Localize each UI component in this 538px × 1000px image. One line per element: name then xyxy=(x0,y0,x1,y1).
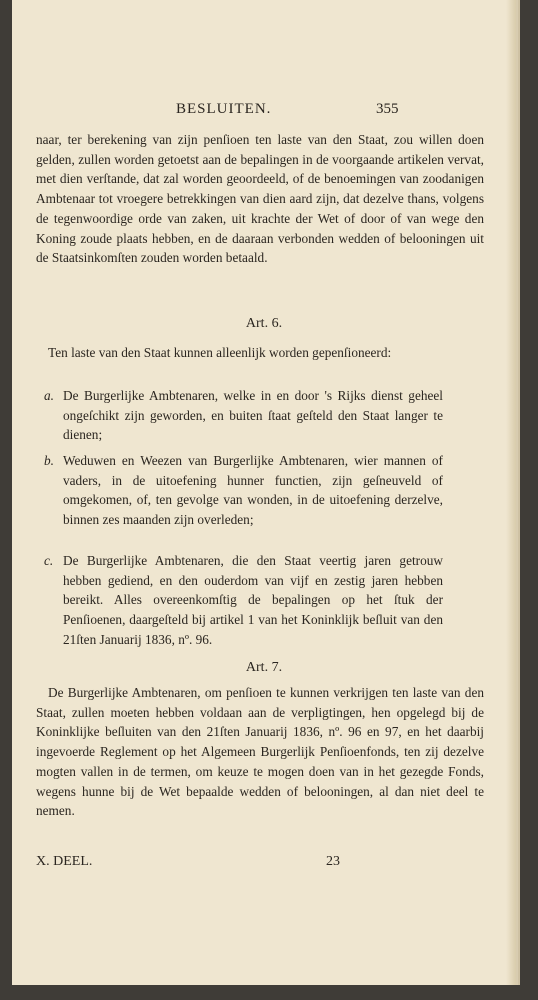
book-page xyxy=(12,0,516,985)
item-text: Weduwen en Weezen van Burgerlijke Ambtenaren, wier mannen of vaders, in de uitoefening hunner functien, zijn geſneuveld of omgekomen, of, ten gevolge van wonden, in de uitoefening derzelve, binnen zes maanden zijn overleden; xyxy=(63,453,443,528)
item-marker: c. xyxy=(44,553,54,568)
item-text: De Burgerlijke Ambtenaren, die den Staat veertig jaren getrouw hebben gediend, en den ouderdom van vijf en zestig jaren hebben bereikt. Alles overeenkomſtig de bepalingen op het ſtuk der Penſioenen, daargeſteld bij artikel 1 van het Koninklijk beſluit van den 21ſten Januarij 1836, nº. 96. xyxy=(63,553,443,647)
running-header xyxy=(12,101,516,121)
item-marker: a. xyxy=(44,388,54,403)
item-marker: b. xyxy=(44,453,54,468)
article-6-intro-text: Ten laste van den Staat kunnen alleenlijk worden gepenſioneerd: xyxy=(48,345,392,360)
page-gutter xyxy=(506,0,516,985)
intro-paragraph-text: naar, ter berekening van zijn penſioen ten laste van den Staat, zou willen doen gelden, zullen worden getoetst aan de bepalingen in de voorgaande artikelen vervat, met dien verſtande, dat zal worden geoordeeld, of de benoemingen van zoodanigen Ambtenaar tot vroegere betrekkingen van dien aard zijn, dat dezelve thans, volgens de tegenwoordige orde van zaken, uit krachte der Wet of door of van wege den Koning zoude plaats hebben, en de daaraan verbonden wedden of belooningen uit de Staatsinkomſten zouden worden betaald. xyxy=(36,132,484,266)
article-7-paragraph-text: De Burgerlijke Ambtenaren, om penſioen te kunnen verkrijgen ten laste van den Staat, zullen moeten hebben voldaan aan de verpligtingen, hen opgelegd bij de Koninklijke beſluiten van den 21ſten Januarij 1836, nº. 96 en 97, en het daarbij ingevoerde Reglement op het Algemeen Burgerlijk Penſioenfonds, ten zij dezelve mogten vallen in de termen, om keuze te mogen doen van in het gezegde Fonds, wegens hunne bij de Wet bepaalde wedden of belooningen, al dan niet deel te nemen. xyxy=(36,685,484,819)
article-6-heading: Art. 6. xyxy=(245,316,283,331)
intro-paragraph xyxy=(36,130,484,268)
item-text: De Burgerlijke Ambtenaren, welke in en door 's Rijks dienst geheel ongeſchikt zijn geworden, en buiten ſtaat geſteld den Staat langer te dienen; xyxy=(63,388,443,443)
article-6-intro xyxy=(36,343,484,363)
gathering-signature: 23 xyxy=(326,854,340,869)
article-7-heading: Art. 7. xyxy=(245,660,283,675)
page-footer xyxy=(36,854,484,874)
running-title: BESLUITEN. xyxy=(176,101,272,117)
volume-signature: X. DEEL. xyxy=(36,854,93,869)
article-7-paragraph xyxy=(36,683,484,821)
page-number: 355 xyxy=(376,101,399,117)
